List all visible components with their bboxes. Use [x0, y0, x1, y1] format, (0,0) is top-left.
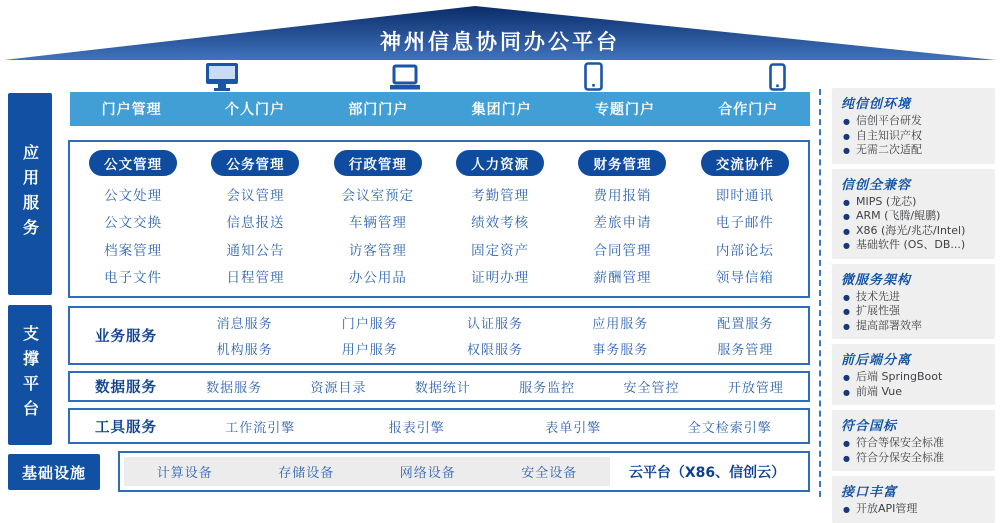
group-pill: 财务管理 [578, 150, 666, 176]
application-services-box [68, 140, 810, 298]
service-item: 权限服务 [466, 343, 523, 358]
service-item: 消息服务 [216, 317, 273, 332]
infra-item: 计算设备 [156, 466, 213, 481]
feature-section-api [832, 476, 995, 523]
app-group-hr [439, 150, 561, 286]
bullet-dot: ● [843, 307, 850, 317]
app-item: 差旅申请 [593, 215, 652, 231]
app-item: 电子邮件 [715, 215, 774, 231]
section-title: 符合国标 [841, 419, 898, 435]
dashed-divider [819, 89, 821, 497]
infrastructure-box [118, 451, 810, 492]
data-services-box [68, 371, 810, 402]
group-pill: 人力资源 [456, 150, 544, 176]
bullet-dot: ● [843, 117, 850, 126]
portal-bar [70, 92, 810, 126]
app-item: 访客管理 [348, 242, 407, 259]
rail-infrastructure: 基础设施 [8, 454, 100, 490]
bullet-item: ● 信创平台研发 [843, 114, 922, 127]
bullet-item: ● 自主知识产权 [843, 128, 922, 142]
bullet-dot: ● [843, 197, 850, 207]
app-item: 会议管理 [226, 187, 285, 204]
bullet-item: ● 符合等保安全标准 [843, 436, 944, 450]
app-item: 公文处理 [104, 187, 163, 204]
app-group-official [194, 150, 316, 286]
bullet-dot: ● [843, 373, 850, 383]
group-pill: 交流协作 [701, 150, 789, 176]
laptop-icon [387, 64, 423, 91]
bullet-dot: ● [843, 212, 850, 222]
tool-services-box [68, 408, 810, 444]
app-item: 证明办理 [471, 270, 530, 286]
page-title: 神州信息协同办公平台 [380, 30, 620, 54]
app-item: 档案管理 [104, 242, 163, 259]
portal-item: 集团门户 [471, 102, 532, 118]
feature-section-national-standard [832, 410, 995, 471]
portal-item: 专题门户 [594, 102, 655, 118]
app-group-document [72, 150, 194, 286]
portal-item: 部门门户 [348, 102, 409, 118]
portal-item: 门户管理 [101, 102, 162, 118]
bullet-dot: ● [843, 292, 850, 302]
section-title: 纯信创环境 [841, 97, 912, 112]
service-item: 安全管控 [623, 381, 680, 396]
app-item: 会议室预定 [341, 187, 415, 204]
business-services-box [68, 306, 810, 365]
bullet-dot: ● [843, 321, 850, 331]
section-title: 微服务架构 [841, 272, 912, 288]
section-title: 信创全兼容 [841, 177, 912, 193]
app-group-finance [561, 150, 683, 286]
app-item: 固定资产 [471, 242, 530, 259]
feature-section-microservice [832, 264, 995, 340]
data-services-grid [182, 377, 808, 396]
bullet-dot: ● [843, 146, 850, 156]
group-pill: 公文管理 [89, 150, 177, 176]
app-group-administration [317, 150, 439, 286]
service-item: 用户服务 [341, 343, 398, 358]
bullet-item: ● MIPS (龙芯) [843, 194, 917, 208]
tool-services-grid [182, 417, 808, 436]
feature-section-xinchuang-env [832, 88, 995, 164]
bullet-item: ● 技术先进 [843, 289, 900, 303]
bullet-item: ● 符合分保安全标准 [843, 450, 944, 464]
service-item: 全文检索引擎 [687, 420, 772, 436]
app-item: 即时通讯 [715, 187, 774, 204]
cloud-platform-label: 云平台（X86、信创云） [628, 464, 786, 481]
service-item: 数据统计 [414, 381, 471, 396]
bullet-dot: ● [843, 387, 850, 397]
portal-item: 个人门户 [224, 102, 285, 118]
infra-item: 存储设备 [278, 466, 335, 481]
service-item: 认证服务 [466, 317, 523, 332]
feature-section-frontend-backend [832, 344, 995, 405]
portal-item: 合作门户 [718, 102, 779, 118]
group-pill: 行政管理 [334, 150, 422, 176]
tablet-icon [584, 62, 603, 91]
bullet-dot: ● [843, 505, 850, 515]
feature-panel [832, 88, 995, 523]
section-title: 接口丰富 [841, 485, 898, 501]
service-item: 资源目录 [310, 381, 367, 396]
desktop-icon [204, 62, 240, 91]
row-label: 数据服务 [95, 380, 157, 396]
phone-icon [769, 63, 786, 91]
app-group-collaboration [684, 150, 806, 286]
app-item: 费用报销 [593, 187, 652, 204]
bullet-item: ● 基础软件 (OS、DB...) [843, 238, 966, 252]
app-item: 考勤管理 [471, 187, 530, 204]
group-pill: 公务管理 [211, 150, 299, 176]
bullet-item: ● 无需二次适配 [843, 143, 922, 157]
service-item: 报表引擎 [388, 420, 445, 436]
app-item: 领导信箱 [715, 270, 774, 286]
bullet-dot: ● [843, 241, 850, 251]
service-item: 事务服务 [592, 343, 649, 358]
service-item: 表单引擎 [545, 420, 602, 436]
infrastructure-devices [124, 457, 610, 486]
service-item: 数据服务 [206, 381, 263, 396]
rail-application-services: 应用服务 [8, 93, 52, 295]
app-item: 合同管理 [593, 242, 652, 259]
section-title: 前后端分离 [841, 353, 912, 369]
bullet-item: ● 提高部署效率 [843, 318, 922, 332]
app-item: 通知公告 [226, 242, 285, 259]
business-services-grid [182, 313, 808, 358]
bullet-item: ● ARM (飞腾/鲲鹏) [843, 209, 941, 223]
feature-section-compatibility [832, 169, 995, 259]
app-item: 日程管理 [226, 270, 285, 286]
app-item: 公文交换 [104, 215, 163, 231]
app-item: 信息报送 [226, 215, 285, 231]
bullet-dot: ● [843, 131, 850, 141]
bullet-item: ● 开放API管理 [843, 502, 918, 516]
bullet-item: ● 后端 SpringBoot [843, 370, 943, 384]
service-item: 工作流引擎 [225, 420, 296, 436]
row-label: 工具服务 [95, 419, 157, 436]
app-item: 薪酬管理 [593, 270, 652, 286]
infra-item: 安全设备 [521, 466, 578, 481]
bullet-item: ● 前端 Vue [843, 384, 902, 398]
bullet-item: ● X86 (海光/兆芯/Intel) [843, 223, 966, 237]
service-item: 服务管理 [717, 343, 774, 358]
bullet-dot: ● [843, 226, 850, 236]
app-item: 绩效考核 [471, 215, 530, 231]
app-item: 电子文件 [104, 270, 163, 286]
bullet-dot: ● [843, 439, 850, 449]
row-label: 业务服务 [95, 329, 157, 345]
app-item: 内部论坛 [715, 242, 774, 259]
app-item: 车辆管理 [348, 215, 407, 231]
service-item: 开放管理 [727, 381, 784, 396]
service-item: 门户服务 [341, 317, 398, 332]
infra-item: 网络设备 [399, 466, 456, 481]
service-item: 机构服务 [216, 343, 273, 358]
rail-support-platform: 支撑平台 [8, 305, 52, 445]
bullet-dot: ● [843, 453, 850, 463]
service-item: 服务监控 [519, 381, 576, 396]
service-item: 配置服务 [717, 317, 774, 332]
bullet-item: ● 扩展性强 [843, 304, 900, 318]
service-item: 应用服务 [592, 317, 649, 332]
app-item: 办公用品 [348, 270, 407, 286]
